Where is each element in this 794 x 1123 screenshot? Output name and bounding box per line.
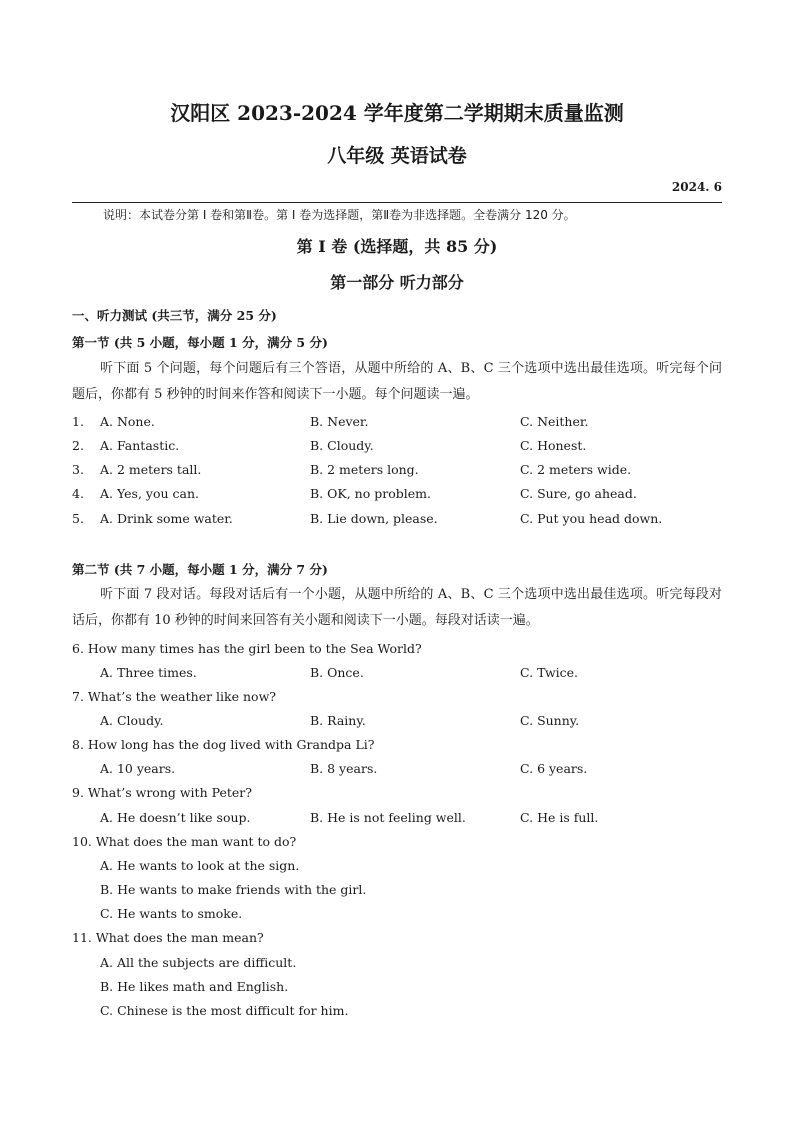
question-number: 5. bbox=[72, 511, 84, 526]
volume-title: 第 I 卷 (选择题，共 85 分) bbox=[296, 237, 498, 256]
option-c: C. Put you head down. bbox=[520, 511, 663, 526]
option-b: B. Never. bbox=[310, 414, 369, 429]
exam-date: 2024. 6 bbox=[671, 180, 722, 194]
exam-subtitle: 八年级 英语试卷 bbox=[327, 145, 467, 167]
question-7: 7. What’s the weather like now? bbox=[72, 689, 276, 704]
question-10: 10. What does the man want to do? bbox=[72, 834, 297, 849]
header-divider bbox=[72, 202, 722, 203]
option-a: A. Three times. bbox=[100, 665, 197, 680]
option-a: A. Fantastic. bbox=[100, 438, 180, 453]
section1-heading: 第一节 (共 5 小题，每小题 1 分，满分 5 分) bbox=[72, 335, 328, 350]
option-c: C. He is full. bbox=[520, 810, 599, 825]
option-b: B. Cloudy. bbox=[310, 438, 374, 453]
question-9: 9. What’s wrong with Peter? bbox=[72, 785, 252, 800]
question-6: 6. How many times has the girl been to the Sea World? bbox=[72, 641, 422, 656]
section1-instructions: 听下面 5 个问题，每个问题后有三个答语，从题中所给的 A、B、C 三个选项中选出最佳选项。听完每个问题后，你都有 5 秒钟的时间来作答和阅读下一小题。每个问题读一遍。 bbox=[72, 361, 722, 402]
question-number: 3. bbox=[72, 462, 84, 477]
option-a: A. Yes, you can. bbox=[100, 486, 199, 501]
section2-heading: 第二节 (共 7 小题，每小题 1 分，满分 7 分) bbox=[72, 562, 328, 577]
option-b: B. He is not feeling well. bbox=[310, 810, 466, 825]
option-c: C. Sunny. bbox=[520, 713, 580, 728]
option-b: B. Lie down, please. bbox=[310, 511, 438, 526]
section2-instructions: 听下面 7 段对话。每段对话后有一个小题，从题中所给的 A、B、C 三个选项中选出最佳选项。听完每段对话后，你都有 10 秒钟的时间来回答有关小题和阅读下一小题。每段对话读一遍。 bbox=[72, 587, 722, 628]
question-number: 4. bbox=[72, 486, 84, 501]
question-7-options bbox=[72, 713, 722, 735]
question-row bbox=[72, 438, 722, 460]
option-a: A. He doesn’t like soup. bbox=[100, 810, 251, 825]
question-number: 2. bbox=[72, 438, 84, 453]
question-row bbox=[72, 511, 722, 533]
option-a: A. Drink some water. bbox=[100, 511, 233, 526]
exam-note: 说明：本试卷分第 I 卷和第Ⅱ卷。第 I 卷为选择题，第Ⅱ卷为非选择题。全卷满分 120 分。 bbox=[103, 208, 576, 222]
option-a: A. 2 meters tall. bbox=[100, 462, 202, 477]
option-c: C. 2 meters wide. bbox=[520, 462, 632, 477]
option-c: C. Chinese is the most difficult for him. bbox=[100, 1003, 349, 1018]
option-a: A. 10 years. bbox=[100, 761, 176, 776]
option-b: B. Rainy. bbox=[310, 713, 366, 728]
option-c: C. Honest. bbox=[520, 438, 587, 453]
question-8-options bbox=[72, 761, 722, 783]
option-c: C. Neither. bbox=[520, 414, 589, 429]
part-title: 第一部分 听力部分 bbox=[330, 273, 464, 292]
option-a: A. Cloudy. bbox=[100, 713, 164, 728]
option-b: B. He likes math and English. bbox=[100, 979, 289, 994]
question-row bbox=[72, 414, 722, 436]
option-c: C. 6 years. bbox=[520, 761, 588, 776]
question-9-options bbox=[72, 810, 722, 832]
option-c: C. He wants to smoke. bbox=[100, 906, 243, 921]
option-b: B. OK, no problem. bbox=[310, 486, 431, 501]
question-row bbox=[72, 462, 722, 484]
option-a: A. All the subjects are difficult. bbox=[100, 955, 297, 970]
option-b: B. Once. bbox=[310, 665, 364, 680]
option-a: A. None. bbox=[100, 414, 155, 429]
question-11: 11. What does the man mean? bbox=[72, 930, 264, 945]
question-6-options bbox=[72, 665, 722, 687]
option-b: B. 2 meters long. bbox=[310, 462, 419, 477]
question-row bbox=[72, 486, 722, 508]
option-a: A. He wants to look at the sign. bbox=[100, 858, 300, 873]
option-c: C. Twice. bbox=[520, 665, 579, 680]
option-c: C. Sure, go ahead. bbox=[520, 486, 637, 501]
question-8: 8. How long has the dog lived with Grandpa Li? bbox=[72, 737, 375, 752]
option-b: B. 8 years. bbox=[310, 761, 378, 776]
exam-title: 汉阳区 2023-2024 学年度第二学期期末质量监测 bbox=[170, 101, 624, 125]
listening-heading: 一、听力测试 (共三节，满分 25 分) bbox=[72, 308, 277, 323]
option-b: B. He wants to make friends with the girl. bbox=[100, 882, 367, 897]
question-number: 1. bbox=[72, 414, 84, 429]
